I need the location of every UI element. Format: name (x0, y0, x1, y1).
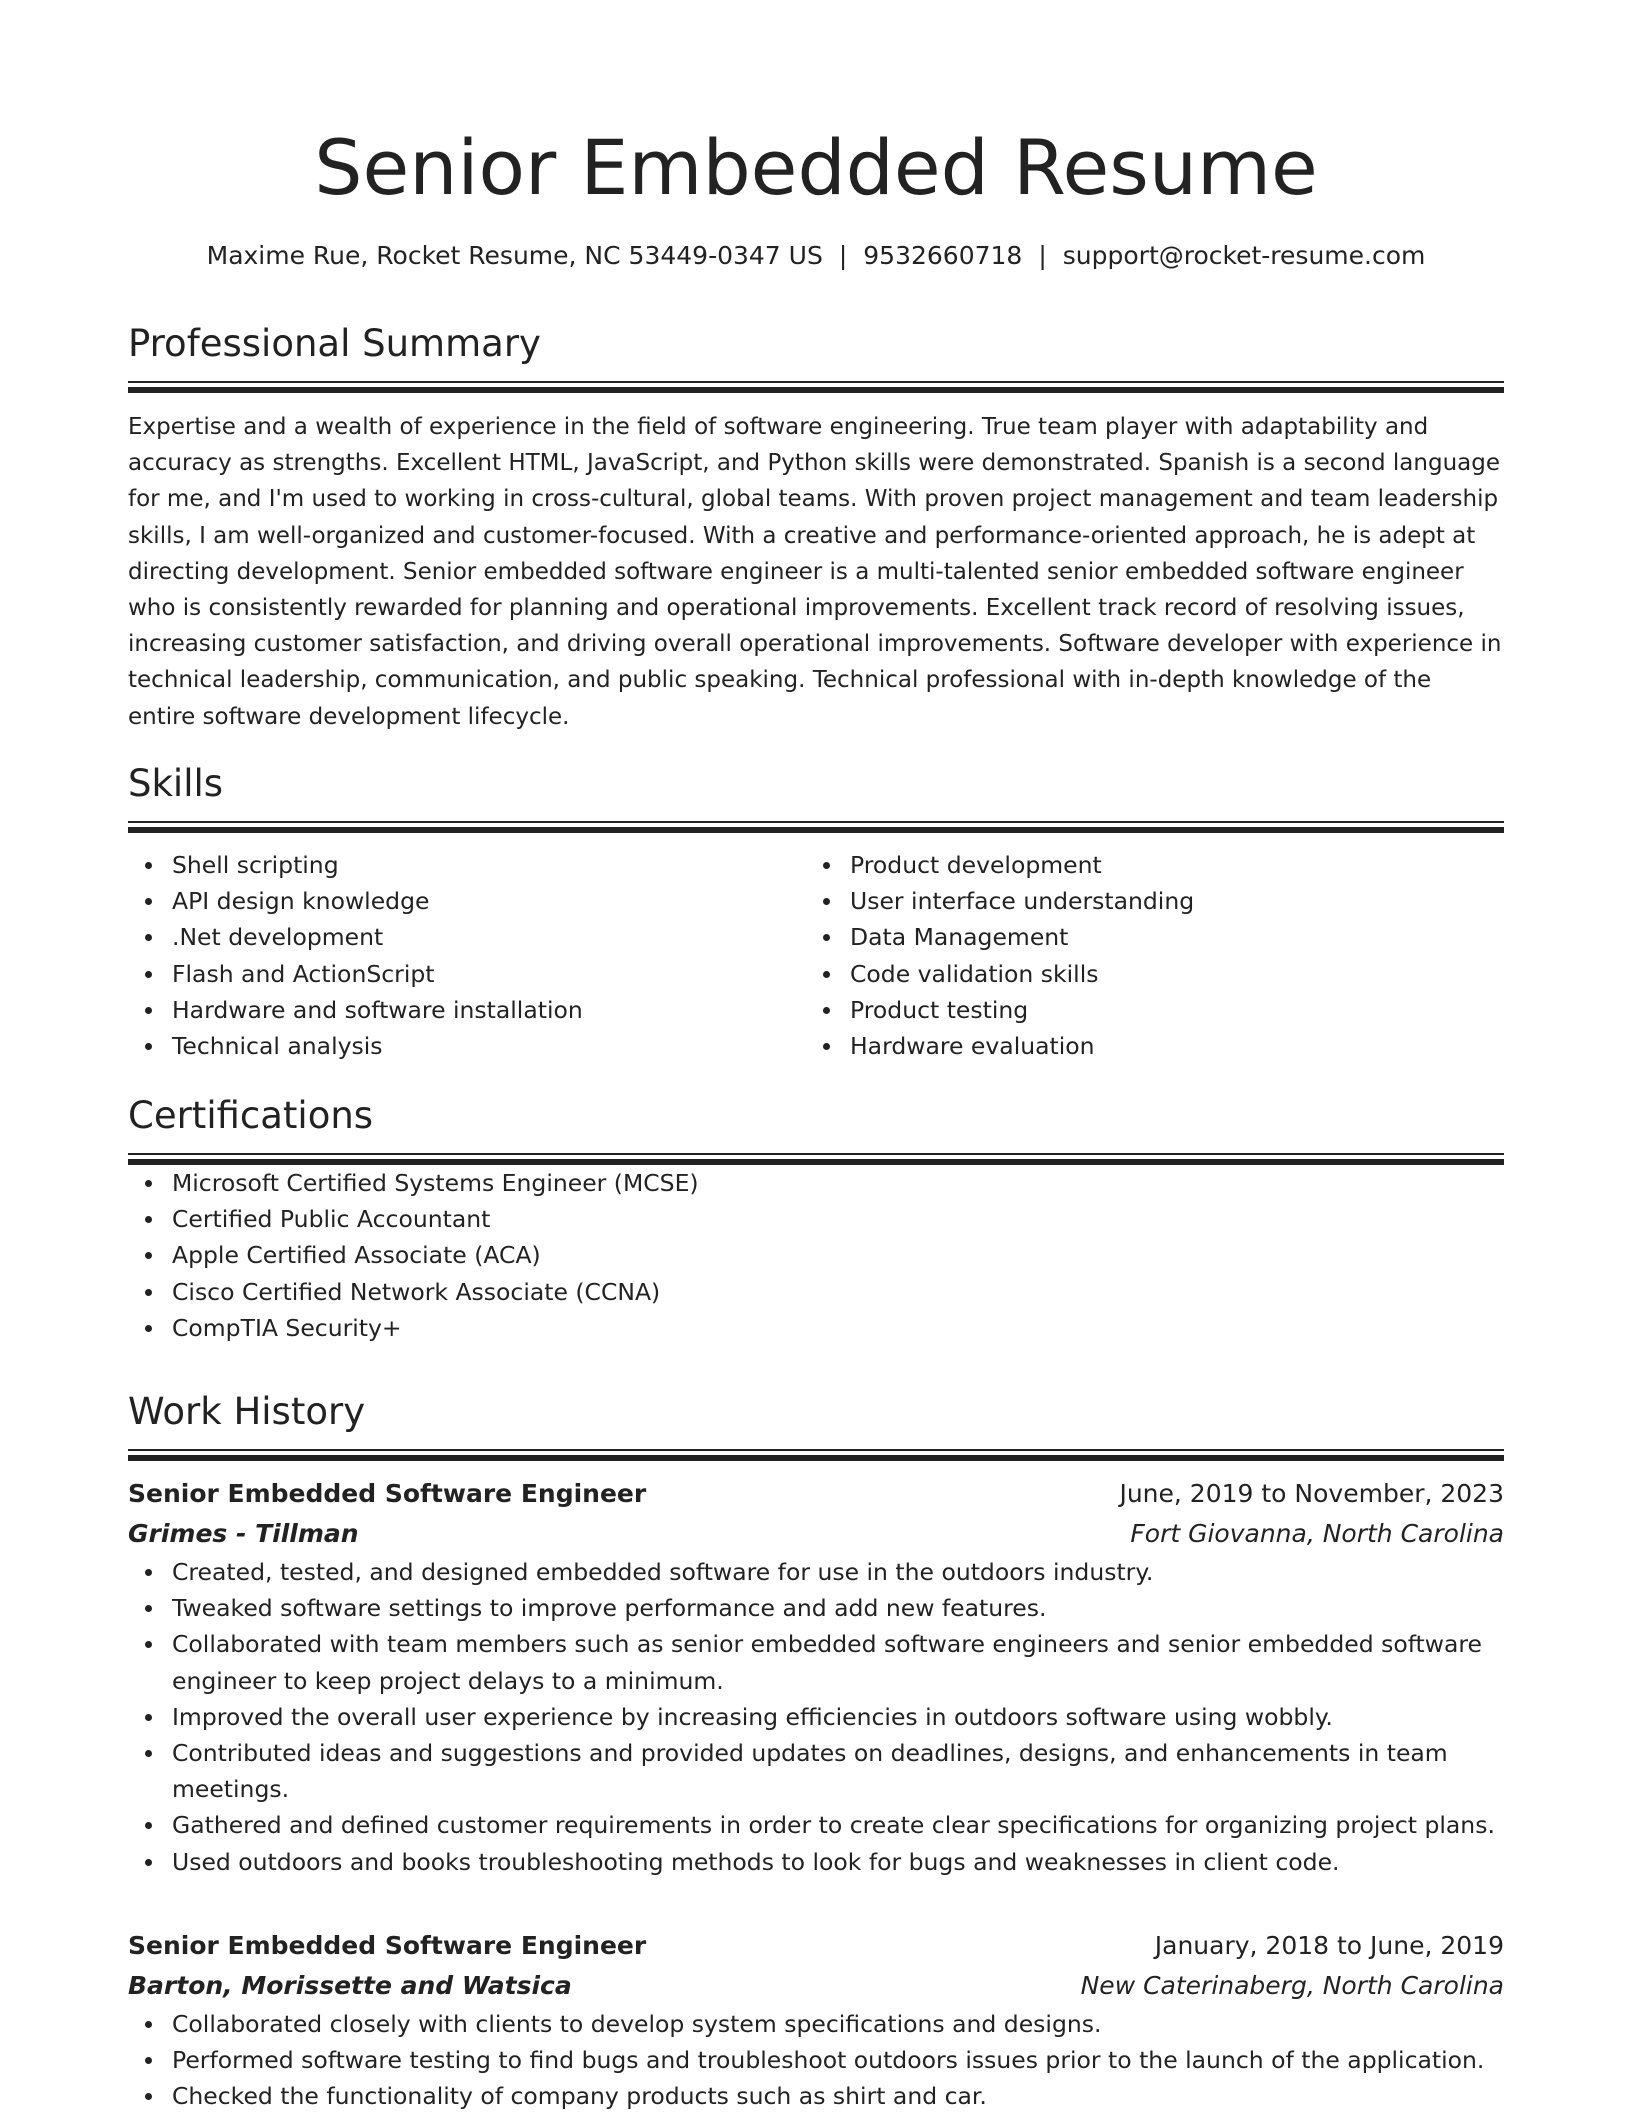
contact-separator: | (1038, 241, 1047, 270)
certification-item: Microsoft Certified Systems Engineer (MCSE) (128, 1165, 1504, 1201)
job-dates: January, 2018 to June, 2019 (1154, 1931, 1504, 1960)
job-entry (128, 1474, 1504, 1880)
certification-item: Certified Public Accountant (128, 1201, 1504, 1237)
section-rule-thick (128, 387, 1504, 393)
job-entry (128, 1926, 1504, 2115)
certifications-heading: Certifications (128, 1094, 374, 1137)
certification-item: Apple Certified Associate (ACA) (128, 1237, 1504, 1273)
skill-item: Shell scripting (128, 847, 806, 883)
skill-item: Code validation skills (806, 956, 1484, 992)
skill-item: API design knowledge (128, 883, 806, 919)
contact-address: Maxime Rue, Rocket Resume, NC 53449-0347 US (206, 241, 823, 270)
contact-email: support@rocket-resume.com (1062, 241, 1426, 270)
skills-grid (128, 847, 1504, 1064)
resume-page (128, 0, 1504, 2112)
skill-item: Hardware and software installation (128, 992, 806, 1028)
job-bullet: Performed software testing to find bugs and troubleshoot outdoors issues prior to the launch of the application. (128, 2042, 1504, 2078)
job-location: New Caterinaberg, North Carolina (1080, 1971, 1504, 2000)
contact-separator: | (838, 241, 848, 270)
certifications-list (128, 1165, 1504, 1346)
job-company: Barton, Morissette and Watsica (128, 1971, 572, 2000)
certifications-section (128, 1091, 1504, 1346)
job-bullet: Gathered and defined customer requirements in order to create clear specifications for organizing project plans. (128, 1807, 1504, 1843)
summary-text: Expertise and a wealth of experience in the field of software engineering. True team player with adaptability and accuracy as strengths. Excellent HTML, JavaScript, and Python skills were demonstrated. Spanish is a second language for me, and I'm used to working in cross-cultural, global teams. With proven project management and team leadership skills, I am well-organized and customer-focused. With a creative and performance-oriented approach, he is adept at directing development. Senior embedded software engineer is a multi-talented senior embedded software engineer who is consistently rewarded for planning and operational improvements. Excellent track record of resolving issues, increasing customer satisfaction, and driving overall operational improvements. Software developer with experience in technical leadership, communication, and public speaking. Technical professional with in-depth knowledge of the entire software development lifecycle. (128, 414, 1502, 730)
contact-phone: 9532660718 (863, 241, 1023, 270)
job-bullet: Tweaked software settings to improve performance and add new features. (128, 1590, 1504, 1626)
job-bullet: Contributed ideas and suggestions and provided updates on deadlines, designs, and enhancements in team meetings. (128, 1735, 1504, 1807)
job-header-row (128, 1474, 1504, 1514)
section-rule-thin (128, 381, 1504, 383)
skill-item: Technical analysis (128, 1028, 806, 1064)
job-bullet: Improved the overall user experience by increasing efficiencies in outdoors software using wobbly. (128, 1699, 1504, 1735)
skills-list-right (806, 847, 1484, 1064)
skill-item: Data Management (806, 919, 1484, 955)
skill-item: Product testing (806, 992, 1484, 1028)
summary-heading: Professional Summary (128, 322, 541, 365)
job-location: Fort Giovanna, North Carolina (1130, 1519, 1504, 1548)
job-header-row (128, 1926, 1504, 1966)
skills-section (128, 759, 1504, 1064)
job-bullet: Used outdoors and books troubleshooting methods to look for bugs and weaknesses in client code. (128, 1844, 1504, 1880)
job-bullet: Checked the functionality of company products such as shirt and car. (128, 2078, 1504, 2114)
skill-item: Product development (806, 847, 1484, 883)
job-company: Grimes - Tillman (128, 1519, 359, 1548)
work-history-section (128, 1387, 1504, 1461)
job-dates: June, 2019 to November, 2023 (1119, 1479, 1504, 1508)
skill-item: Flash and ActionScript (128, 956, 806, 992)
section-rule-thin (128, 1153, 1504, 1155)
certification-item: Cisco Certified Network Associate (CCNA) (128, 1274, 1504, 1310)
work-history-heading: Work History (128, 1390, 366, 1433)
section-rule-thin (128, 821, 1504, 823)
skills-list-left (128, 847, 806, 1064)
job-bullet: Collaborated closely with clients to develop system specifications and designs. (128, 2006, 1504, 2042)
skill-item: Hardware evaluation (806, 1028, 1484, 1064)
section-rule-thin (128, 1449, 1504, 1451)
section-rule-thick (128, 1455, 1504, 1461)
summary-section (128, 319, 1504, 735)
contact-line (128, 236, 1504, 276)
job-title: Senior Embedded Software Engineer (128, 1931, 647, 1960)
job-subheader-row (128, 1966, 1504, 2006)
certification-item: CompTIA Security+ (128, 1310, 1504, 1346)
job-bullet-list (128, 2006, 1504, 2115)
skill-item: .Net development (128, 919, 806, 955)
section-rule-thick (128, 827, 1504, 833)
skills-heading: Skills (128, 762, 224, 805)
job-subheader-row (128, 1514, 1504, 1554)
job-bullet: Collaborated with team members such as senior embedded software engineers and senior embedded software engineer to keep project delays to a minimum. (128, 1626, 1504, 1698)
job-title: Senior Embedded Software Engineer (128, 1479, 647, 1508)
skill-item: User interface understanding (806, 883, 1484, 919)
resume-title: Senior Embedded Resume (314, 123, 1318, 212)
job-bullet-list (128, 1554, 1504, 1880)
job-bullet: Created, tested, and designed embedded software for use in the outdoors industry. (128, 1554, 1504, 1590)
